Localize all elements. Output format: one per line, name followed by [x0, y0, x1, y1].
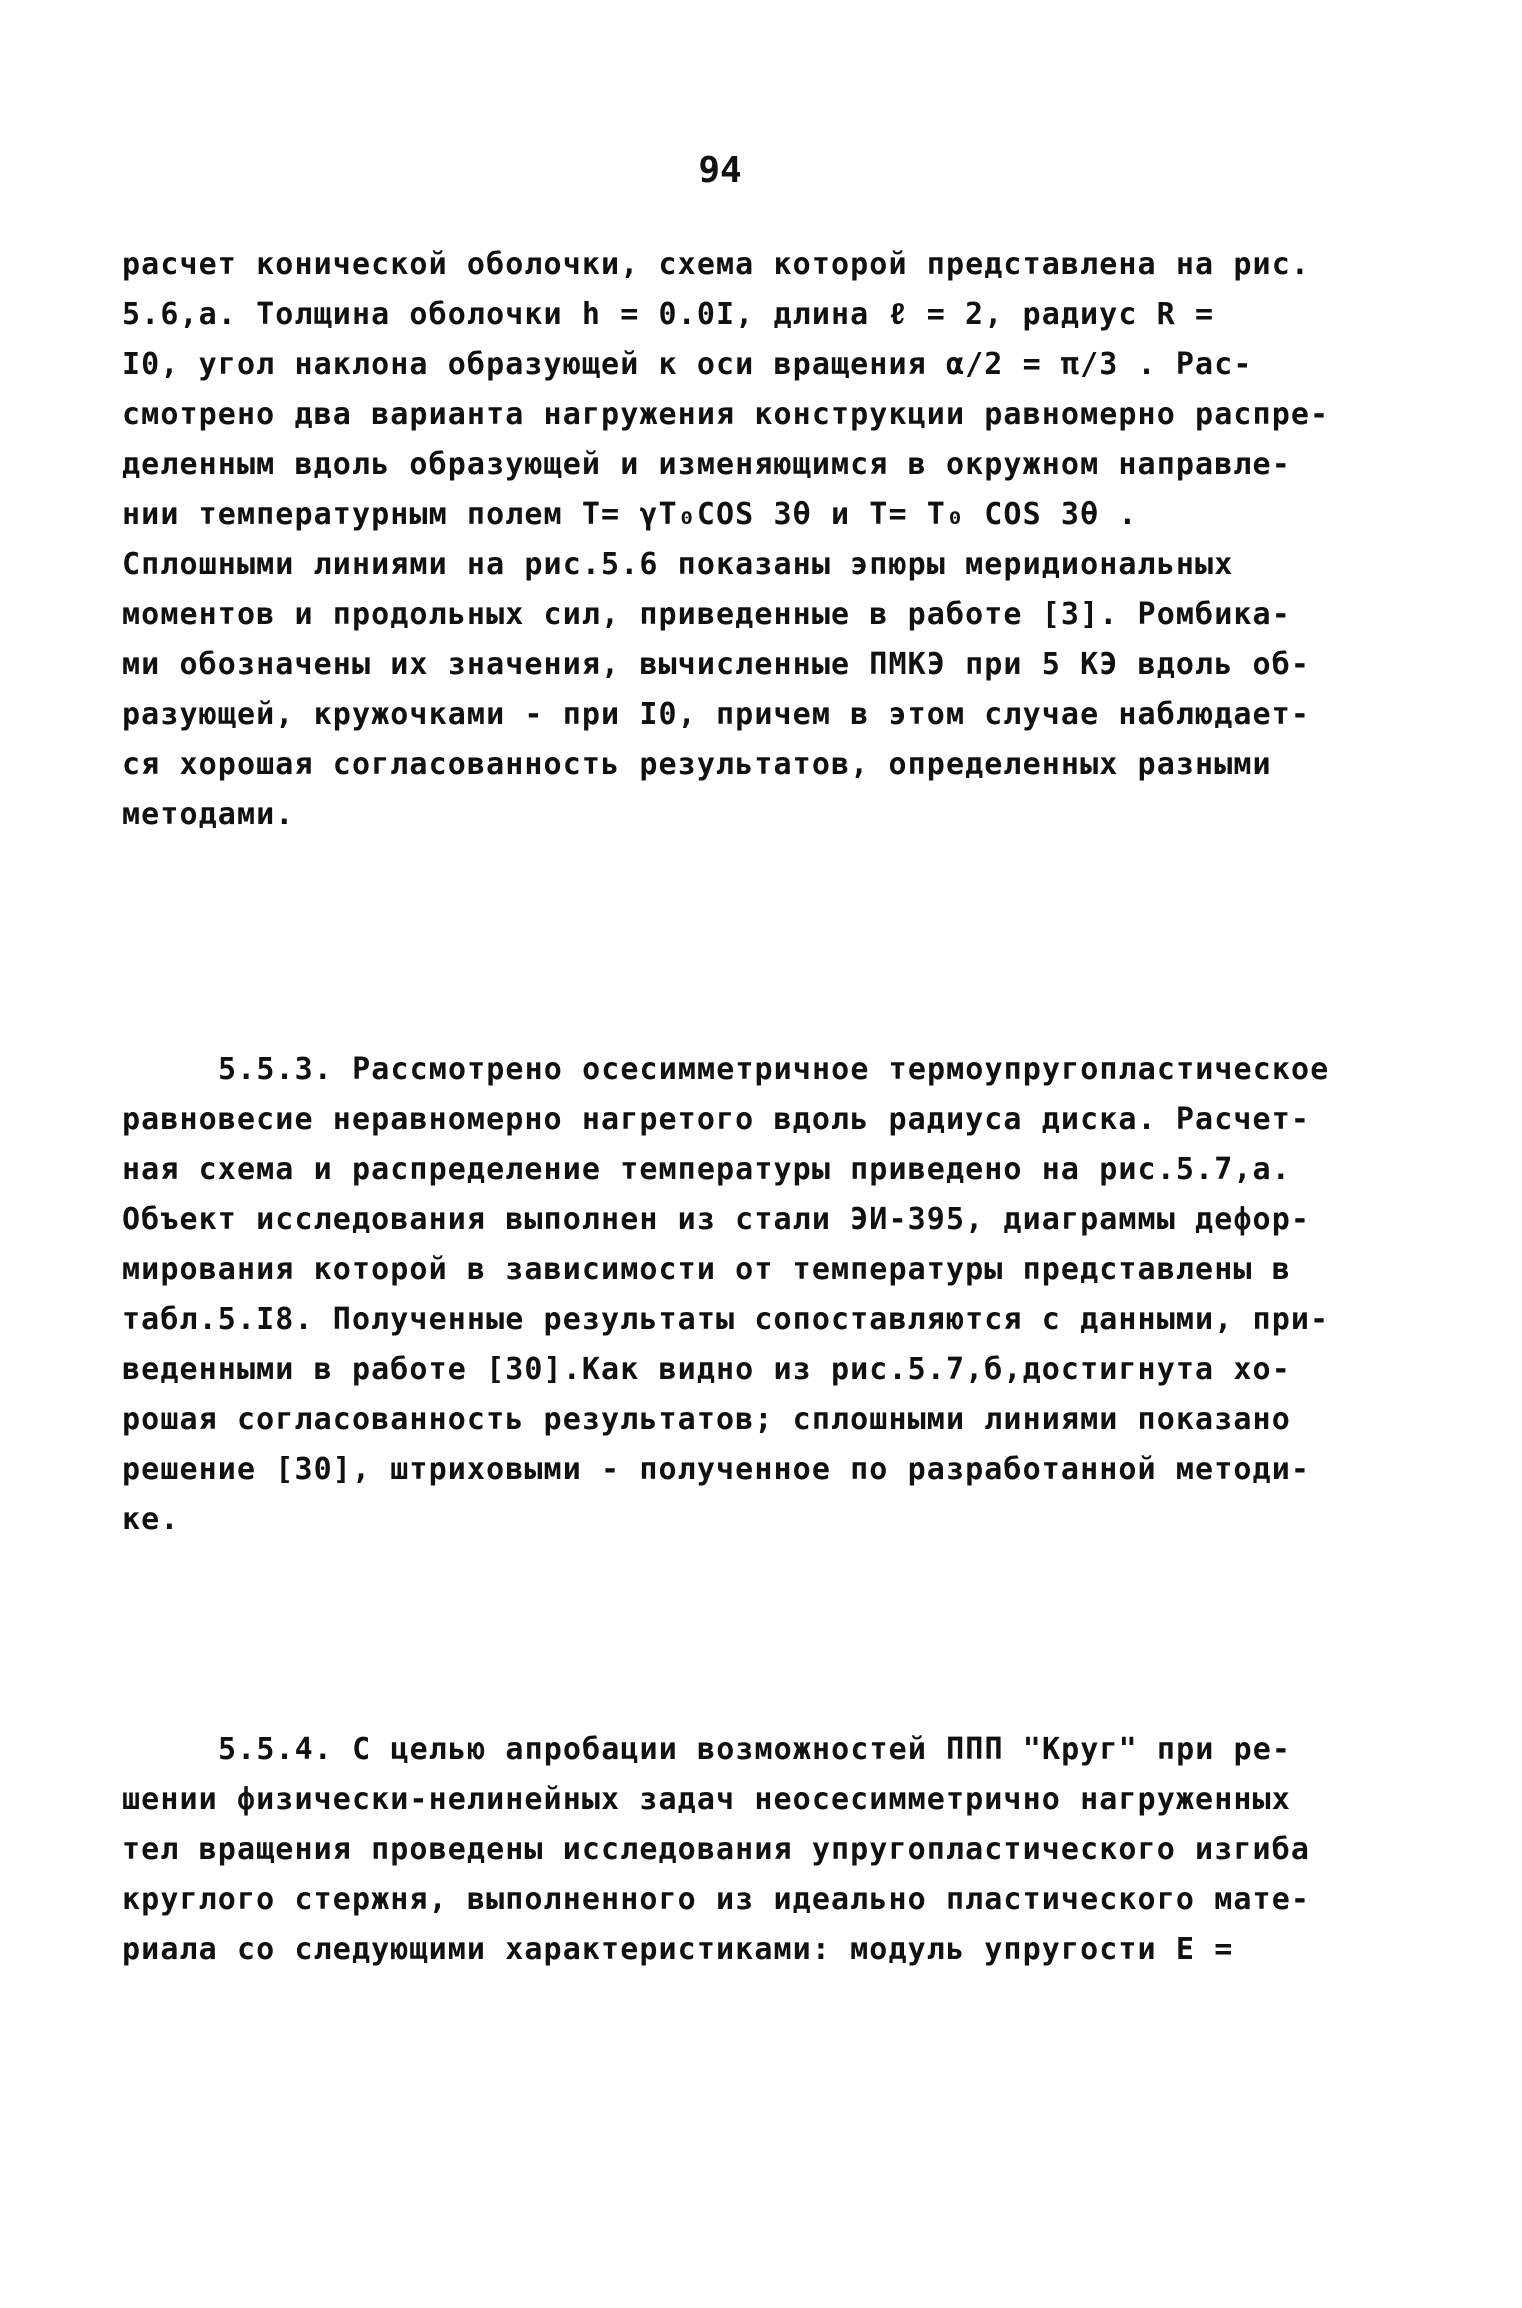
text-line: мирования которой в зависимости от температуры представлены в: [122, 1252, 1291, 1287]
text-line: Объект исследования выполнен из стали ЭИ-395, диаграммы дефор-: [122, 1202, 1311, 1237]
text-line: методами.: [122, 797, 295, 832]
text-line: 5.5.4. С целью апробации возможностей ППП "Круг" при ре-: [218, 1732, 1292, 1767]
text-line: круглого стержня, выполненного из идеально пластического мате-: [122, 1882, 1311, 1917]
text-line: 5.6,а. Толщина оболочки h = 0.0I, длина ℓ = 2, радиус R =: [122, 297, 1215, 332]
text-line: равновесие неравномерно нагретого вдоль радиуса диска. Расчет-: [122, 1102, 1311, 1137]
text-line: ся хорошая согласованность результатов, определенных разными: [122, 747, 1272, 782]
paragraph-5-5-4: [122, 1725, 1342, 1975]
text-line: I0, угол наклона образующей к оси вращения α/2 = π/3 . Рас-: [122, 347, 1253, 382]
text-line: смотрено два варианта нагружения конструкции равномерно распре-: [122, 397, 1330, 432]
text-line: ми обозначены их значения, вычисленные ПМКЭ при 5 КЭ вдоль об-: [122, 647, 1311, 682]
text-line: ная схема и распределение температуры приведено на рис.5.7,а.: [122, 1152, 1291, 1187]
text-line: ке.: [122, 1502, 180, 1537]
text-line: табл.5.I8. Полученные результаты сопоставляются с данными, при-: [122, 1302, 1330, 1337]
text-line: решение [30], штриховыми - полученное по разработанной методи-: [122, 1452, 1311, 1487]
text-line: расчет конической оболочки, схема которой представлена на рис.: [122, 247, 1311, 282]
text-line: разующей, кружочками - при I0, причем в этом случае наблюдает-: [122, 697, 1311, 732]
text-line: деленным вдоль образующей и изменяющимся в окружном направле-: [122, 447, 1291, 482]
text-line: 5.5.3. Рассмотрено осесимметричное термоупругопластическое: [218, 1052, 1330, 1087]
paragraph-5-5-3: [122, 1045, 1342, 1545]
text-line: рошая согласованность результатов; сплошными линиями показано: [122, 1402, 1291, 1437]
page-number: 94: [698, 150, 742, 191]
text-line: моментов и продольных сил, приведенные в работе [3]. Ромбика-: [122, 597, 1291, 632]
text-line: Сплошными линиями на рис.5.6 показаны эпюры меридиональных: [122, 547, 1234, 582]
text-line: тел вращения проведены исследования упругопластического изгиба: [122, 1832, 1311, 1867]
text-line: риала со следующими характеристиками: модуль упругости E =: [122, 1932, 1234, 1967]
text-line: шении физически-нелинейных задач неосесимметрично нагруженных: [122, 1782, 1291, 1817]
text-line: нии температурным полем T= γT₀COS 3θ и T= T₀ COS 3θ .: [122, 497, 1138, 532]
text-line: веденными в работе [30].Как видно из рис.5.7,б,достигнута хо-: [122, 1352, 1291, 1387]
paragraph-conical-shell: [122, 240, 1342, 840]
